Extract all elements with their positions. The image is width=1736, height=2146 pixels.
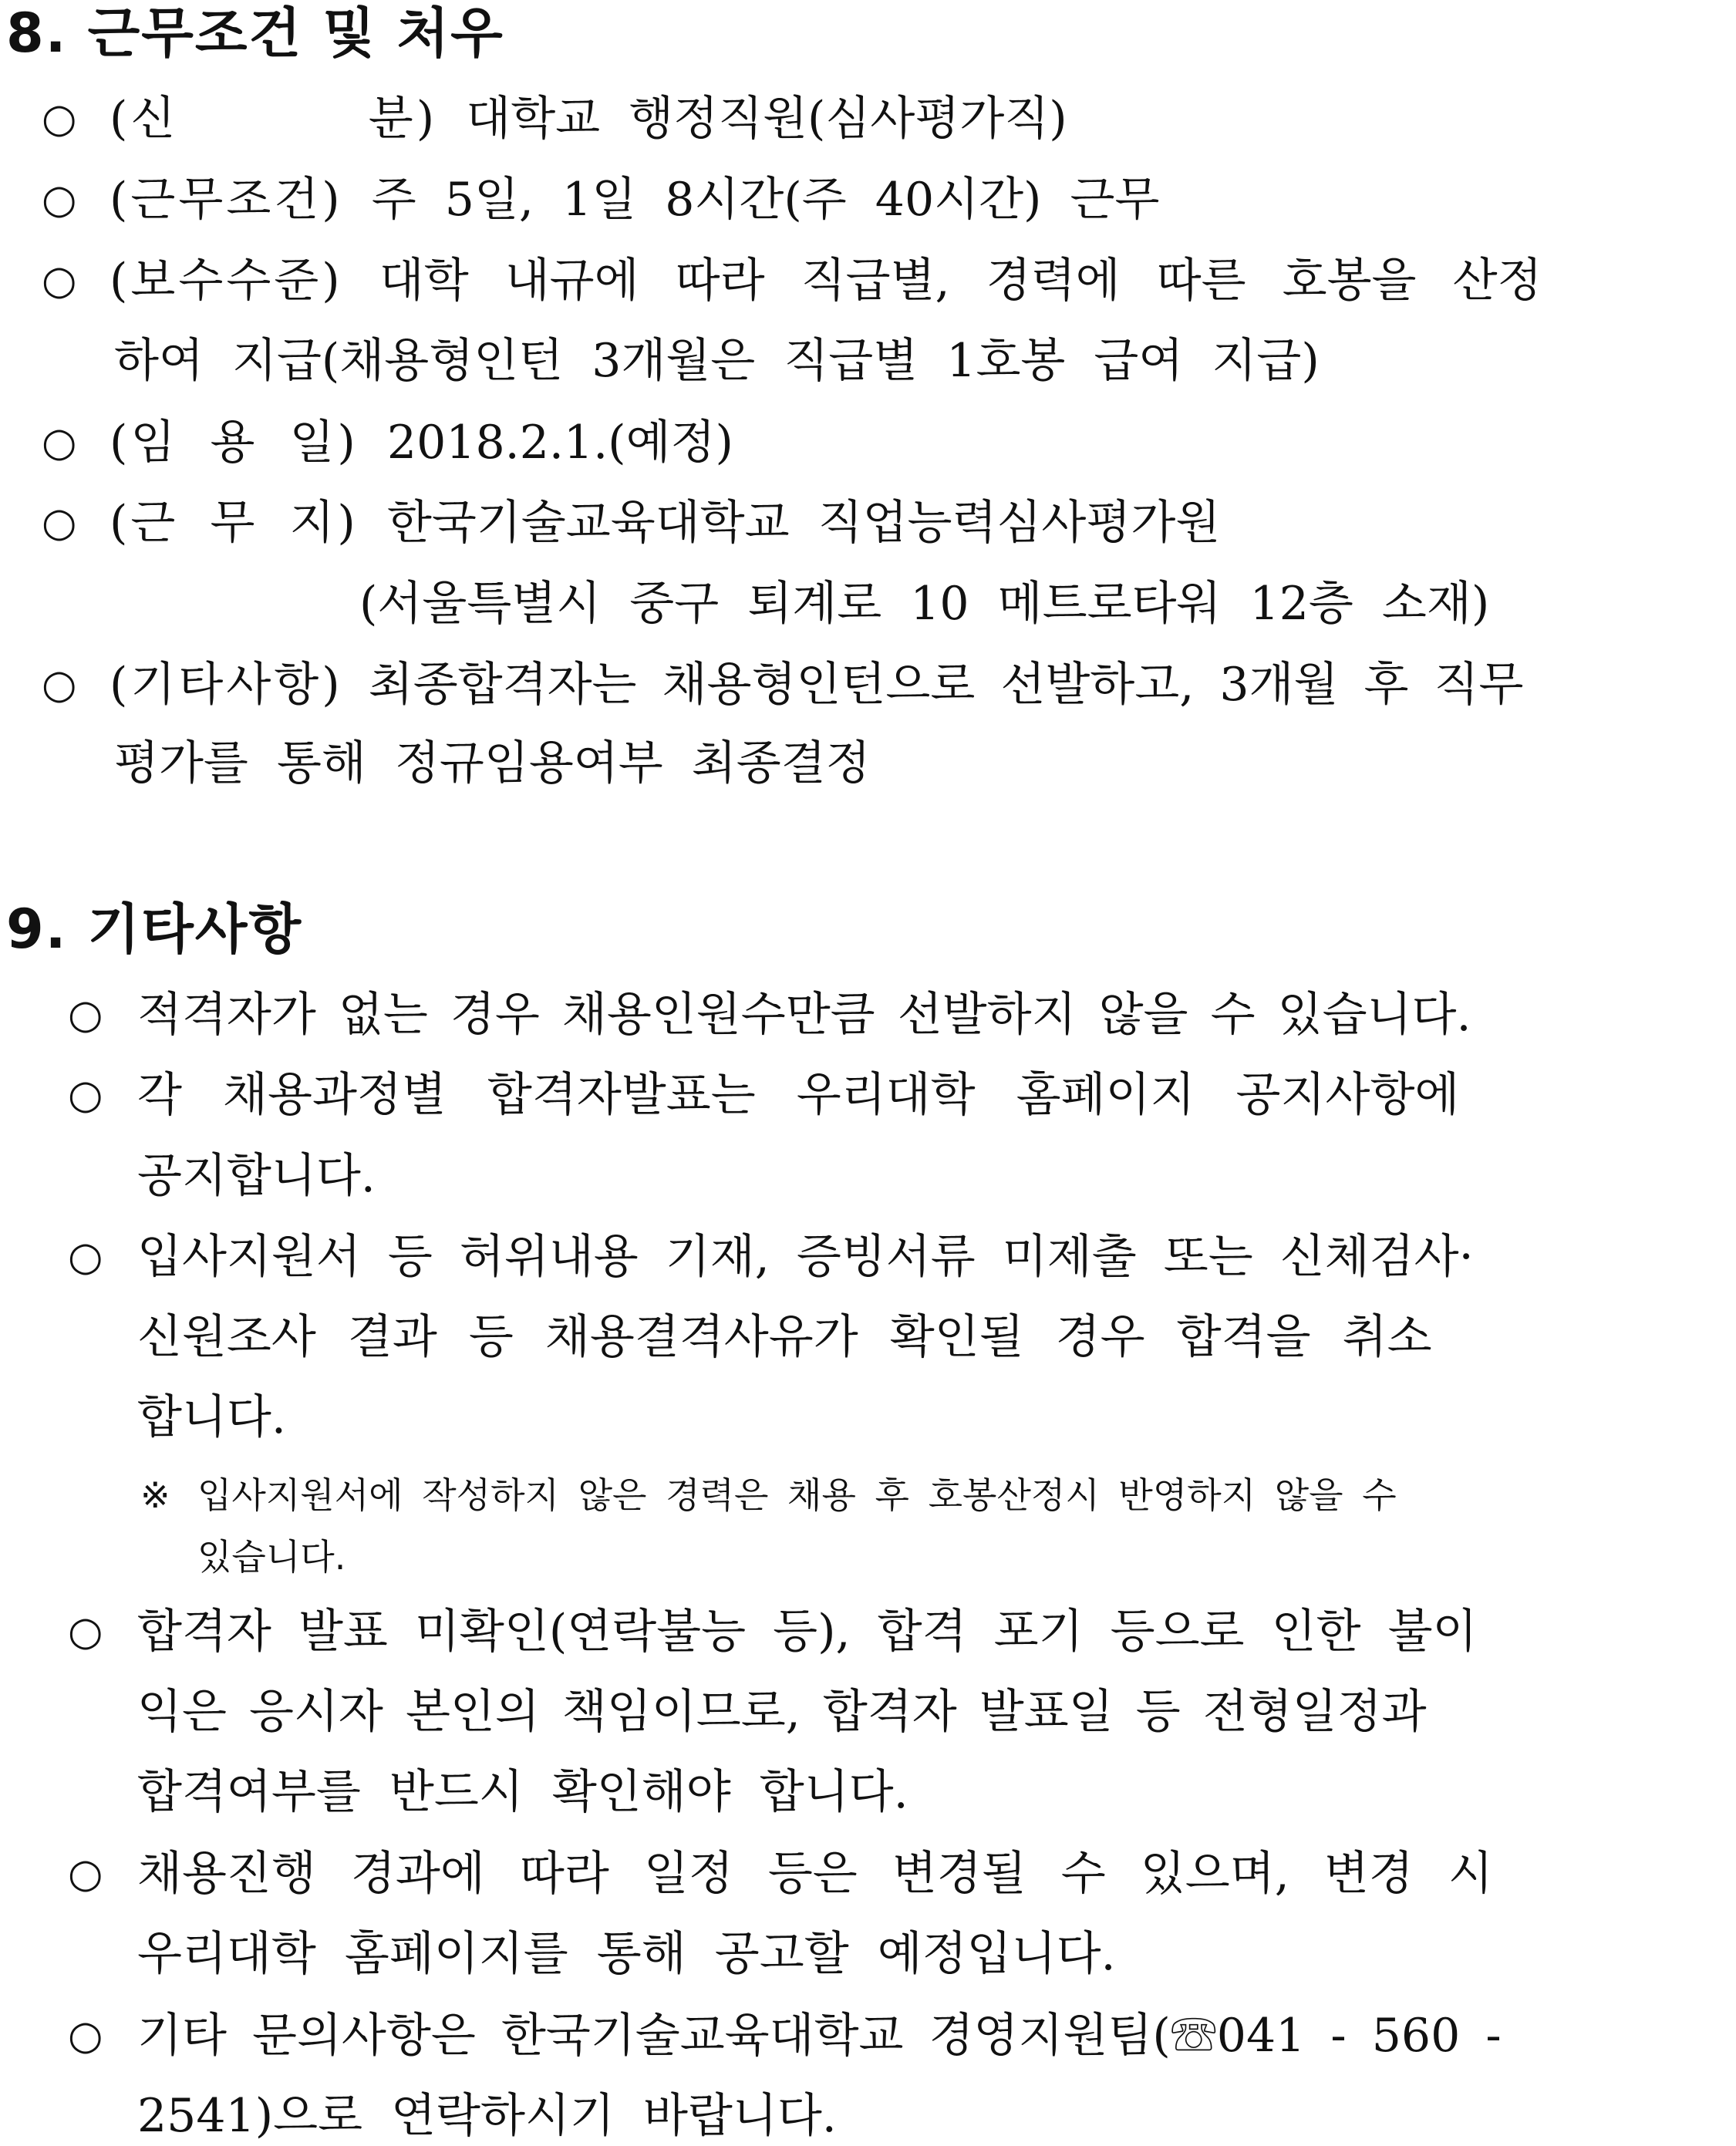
item-continuation: (서울특별시 중구 퇴계로 10 메트로타워 12층 소재) [359, 577, 1490, 631]
bullet-icon: ○ [68, 2013, 103, 2059]
section-8-heading: 8. 근무조건 및 처우 [6, 2, 504, 65]
item-continuation: 2541)으로 연락하시기 바랍니다. [137, 2089, 837, 2143]
list-item: 합격자 발표 미확인(연락불능 등), 합격 포기 등으로 인한 불이 [137, 1605, 1478, 1659]
bullet-icon: ○ [42, 258, 77, 304]
bullet-icon: ○ [42, 500, 77, 546]
list-item [110, 496, 1221, 550]
list-item: 적격자가 없는 경우 채용인원수만큼 선발하지 않을 수 있습니다. [137, 988, 1471, 1042]
list-item [110, 658, 1524, 712]
list-item: 채용진행 경과에 따라 일정 등은 변경될 수 있으며, 변경 시 [137, 1847, 1493, 1901]
item-text: 주 5일, 1일 8시간(주 40시간) 근무 [371, 173, 1160, 227]
item-continuation: 평가를 통해 정규임용여부 최종결정 [114, 736, 871, 790]
item-label: (기타사항) [110, 658, 343, 712]
item-continuation: 신원조사 결과 등 채용결격사유가 확인될 경우 합격을 취소 [137, 1310, 1432, 1364]
item-continuation: 하여 지급(채용형인턴 3개월은 직급별 1호봉 급여 지급) [114, 334, 1320, 388]
bullet-icon: ○ [42, 96, 77, 142]
item-continuation: 공지합니다. [137, 1149, 376, 1203]
bullet-icon: ○ [42, 177, 77, 223]
list-item [110, 254, 1542, 308]
list-item: 입사지원서 등 허위내용 기재, 증빙서류 미제출 또는 신체검사· [137, 1230, 1474, 1284]
list-item [110, 92, 1067, 146]
item-continuation: 익은 응시자 본인의 책임이므로, 합격자 발표일 등 전형일정과 [137, 1685, 1427, 1739]
item-text: 한국기술교육대학교 직업능력심사평가원 [386, 496, 1221, 550]
item-text: 대학교 행정직원(심사평가직) [466, 92, 1067, 146]
list-item: 각 채용과정별 합격자발표는 우리대학 홈페이지 공지사항에 [137, 1068, 1460, 1122]
item-label: (근무조건) [110, 173, 343, 227]
item-label: (임 용 일) [110, 416, 359, 470]
item-continuation: 합격여부를 반드시 확인해야 합니다. [137, 1765, 908, 1819]
list-item [110, 173, 1160, 227]
bullet-icon: ○ [42, 419, 77, 466]
item-label: (근 무 지) [110, 496, 359, 550]
item-continuation: 합니다. [137, 1390, 286, 1444]
item-label: (신 분) [110, 92, 438, 146]
item-text: 대학 내규에 따라 직급별, 경력에 따른 호봉을 산정 [379, 254, 1542, 308]
item-label: (보수수준) [110, 254, 343, 308]
bullet-icon: ○ [68, 1234, 103, 1280]
section-9-heading: 9. 기타사항 [6, 898, 303, 961]
list-item: 기타 문의사항은 한국기술교육대학교 경영지원팀(☏041 - 560 - [137, 2009, 1502, 2063]
bullet-icon: ○ [42, 662, 77, 708]
item-text: 2018.2.1.(예정) [386, 416, 733, 470]
item-continuation: 우리대학 홈페이지를 통해 공고할 예정입니다. [137, 1927, 1116, 1981]
bullet-icon: ○ [68, 992, 103, 1038]
item-text: 최종합격자는 채용형인턴으로 선발하고, 3개월 후 직무 [368, 658, 1524, 712]
list-item [110, 416, 733, 470]
note-mark-icon: ※ [140, 1474, 170, 1516]
note-text-continuation: 있습니다. [197, 1536, 346, 1578]
note-text: 입사지원서에 작성하지 않은 경력은 채용 후 호봉산정시 반영하지 않을 수 [197, 1474, 1397, 1516]
bullet-icon: ○ [68, 1072, 103, 1118]
bullet-icon: ○ [68, 1851, 103, 1897]
bullet-icon: ○ [68, 1609, 103, 1655]
